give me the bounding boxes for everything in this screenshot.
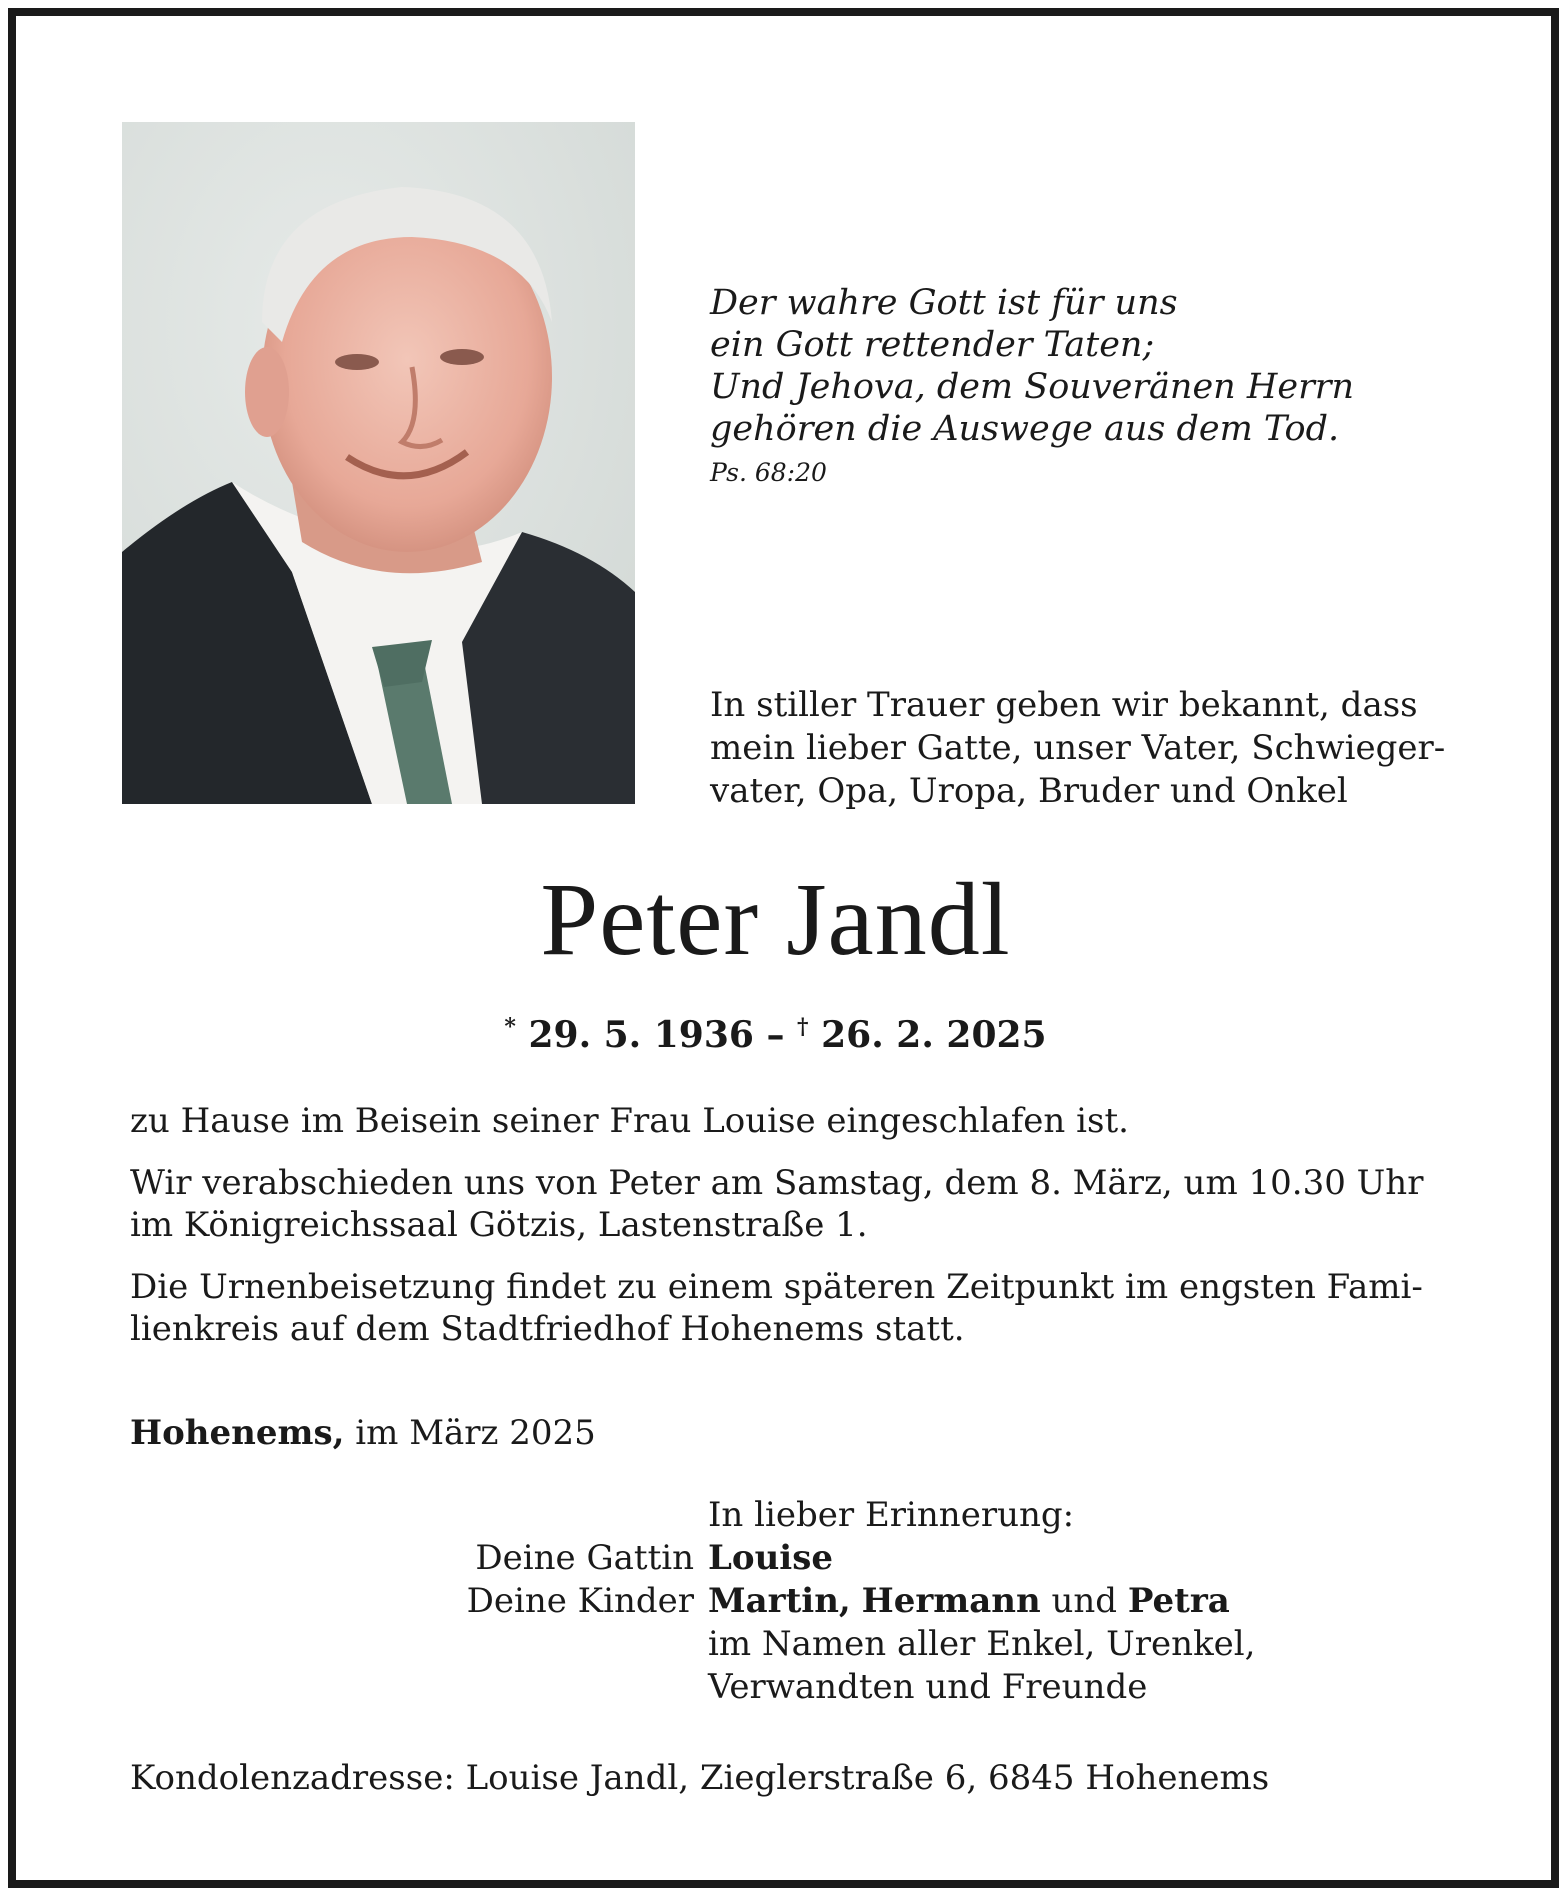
signature-extra-line: Verwandten und Freunde xyxy=(708,1667,1148,1707)
scripture-verse xyxy=(710,282,1355,488)
verse-line: gehören die Auswege aus dem Tod. xyxy=(710,409,1340,449)
body-line: im Königreichssaal Götzis, Lastenstraße 1. xyxy=(130,1205,868,1245)
life-dates xyxy=(0,1005,1551,1057)
body-line: Wir verabschieden uns von Peter am Samstag, dem 8. März, um 10.30 Uhr xyxy=(130,1163,1424,1203)
body-paragraph xyxy=(130,1100,1460,1142)
verse-line: Und Jehova, dem Souveränen Herrn xyxy=(710,367,1355,407)
birth-symbol: * xyxy=(504,1014,516,1040)
verse-reference: Ps. 68:20 xyxy=(710,458,827,487)
birth-date: 29. 5. 1936 xyxy=(528,1014,754,1056)
spouse-label: Deine Gattin xyxy=(475,1538,694,1578)
deceased-name: Peter Jandl xyxy=(540,862,1011,977)
signature-extra-row xyxy=(130,1666,1460,1709)
children-label: Deine Kinder xyxy=(466,1581,694,1621)
announcement-intro xyxy=(710,684,1450,813)
signature-spouse-row xyxy=(130,1537,1460,1580)
body-line: lienkreis auf dem Stadtfriedhof Hohenems statt. xyxy=(130,1309,965,1349)
signature-heading-row xyxy=(130,1494,1460,1537)
intro-line: In stiller Trauer geben wir bekannt, dass xyxy=(710,685,1418,725)
death-date: 26. 2. 2025 xyxy=(821,1014,1047,1056)
death-symbol: † xyxy=(797,1014,809,1040)
verse-line: ein Gott rettender Taten; xyxy=(710,325,1155,365)
signature-spacer xyxy=(130,1494,708,1537)
portrait-photo xyxy=(122,122,635,804)
place-and-date xyxy=(130,1412,596,1454)
children-conjunction: und xyxy=(1051,1581,1118,1621)
body-line: Die Urnenbeisetzung findet zu einem späteren Zeitpunkt im engsten Fami- xyxy=(130,1267,1423,1307)
place-date: im März 2025 xyxy=(355,1413,596,1453)
condolence-address: Kondolenzadresse: Louise Jandl, Zieglerstraße 6, 6845 Hohenems xyxy=(130,1758,1270,1798)
signature-spacer xyxy=(130,1666,708,1709)
signature-heading: In lieber Erinnerung: xyxy=(708,1495,1075,1535)
place-town: Hohenems, xyxy=(130,1413,345,1453)
portrait-image xyxy=(122,122,635,804)
spouse-name: Louise xyxy=(708,1538,833,1578)
intro-line: mein lieber Gatte, unser Vater, Schwieger- xyxy=(710,728,1446,768)
signature-extra-row xyxy=(130,1623,1460,1666)
verse-line: Der wahre Gott ist für uns xyxy=(710,283,1178,323)
child-name: Martin, xyxy=(708,1581,851,1621)
signature-extra-line: im Namen aller Enkel, Urenkel, xyxy=(708,1624,1256,1664)
intro-line: vater, Opa, Uropa, Bruder und Onkel xyxy=(710,771,1348,811)
signature-children-row xyxy=(130,1580,1460,1623)
body-paragraph xyxy=(130,1266,1460,1350)
child-name: Petra xyxy=(1127,1581,1230,1621)
date-separator: – xyxy=(766,1014,785,1056)
body-paragraph xyxy=(130,1162,1460,1246)
signature-spacer xyxy=(130,1623,708,1666)
child-name: Hermann xyxy=(861,1581,1041,1621)
body-line: zu Hause im Beisein seiner Frau Louise eingeschlafen ist. xyxy=(130,1101,1129,1141)
family-signature xyxy=(130,1494,1460,1709)
notice-body xyxy=(130,1100,1460,1370)
